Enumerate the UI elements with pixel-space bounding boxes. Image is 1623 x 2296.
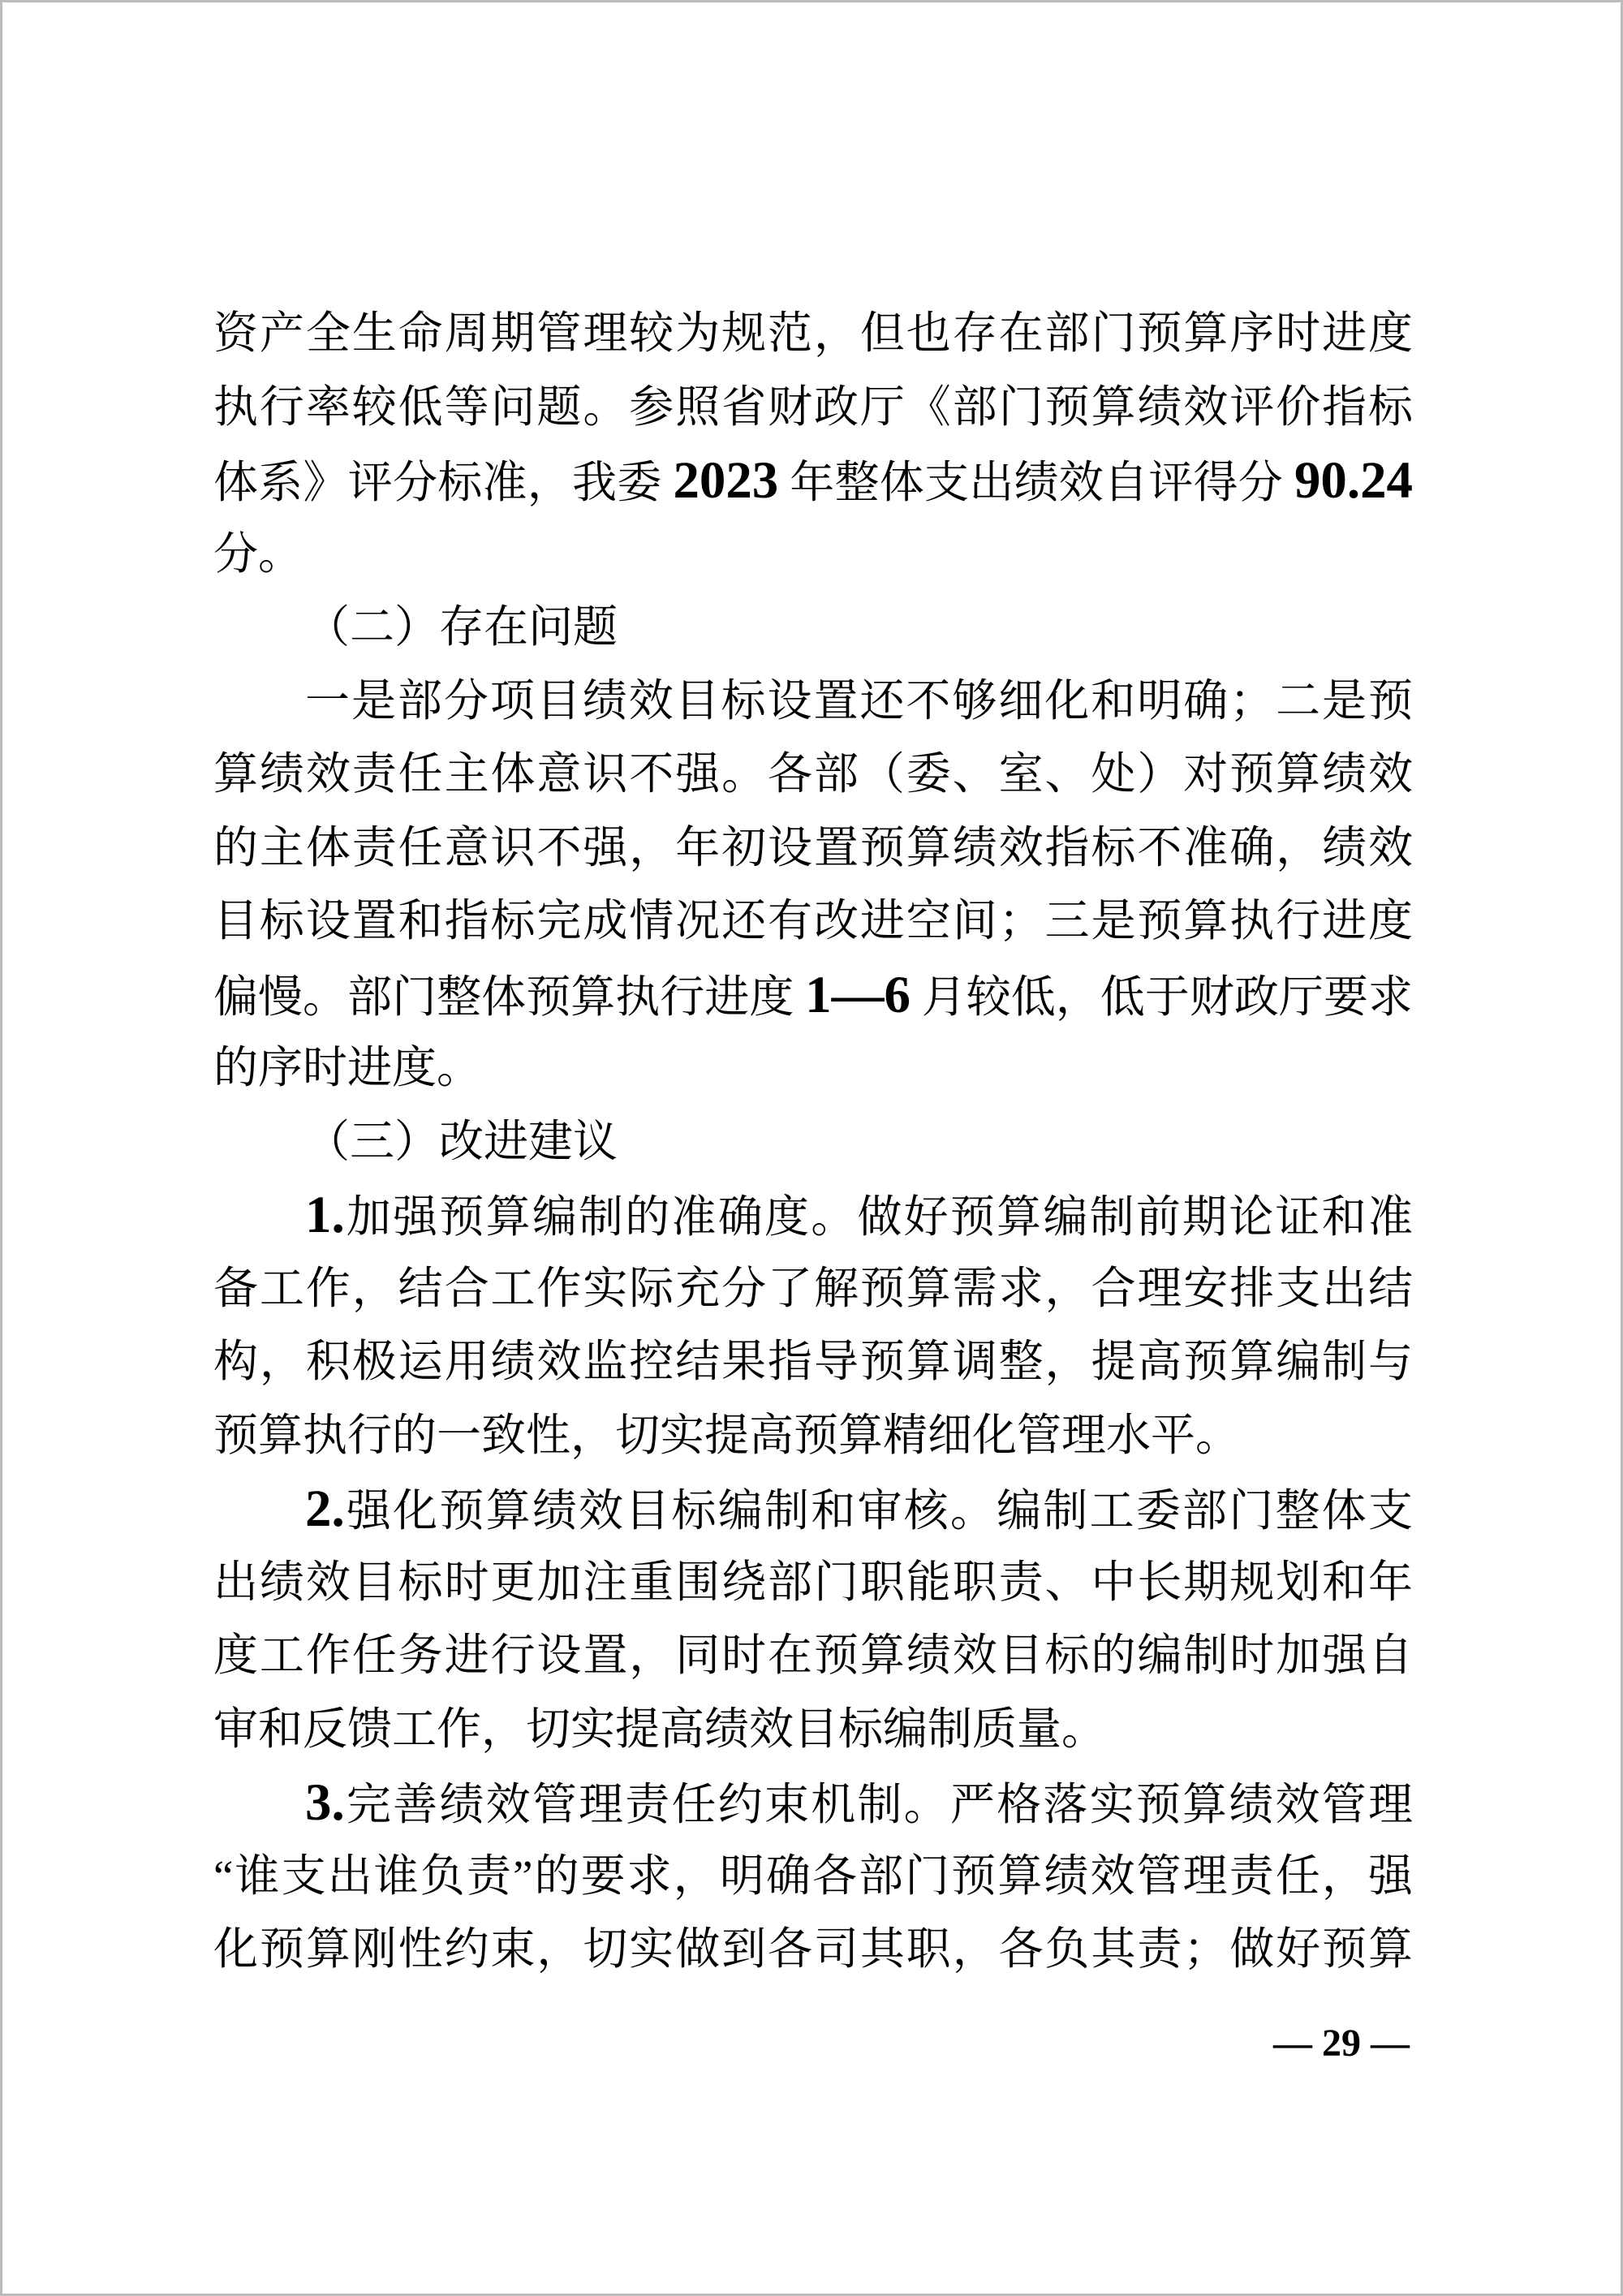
text-line: 构，积极运用绩效监控结果指导预算调整，提高预算编制与 <box>213 1337 1413 1386</box>
text-line: 算绩效责任主体意识不强。各部（委、室、处）对预算绩效 <box>213 749 1413 799</box>
text-line: 一是部分项目绩效目标设置还不够细化和明确；二是预 <box>305 675 1413 726</box>
section-heading-2: （二）存在问题 <box>305 602 618 652</box>
bold-number: 2023 <box>673 451 779 510</box>
text-line: 的主体责任意识不强，年初设置预算绩效指标不准确，绩效 <box>213 822 1413 872</box>
text-line: 2.强化预算绩效目标编制和审核。编制工委部门整体支 <box>305 1480 1413 1538</box>
text-line: 执行率较低等问题。参照省财政厅《部门预算绩效评价指标 <box>213 381 1413 432</box>
text-line: “谁支出谁负责”的要求，明确各部门预算绩效管理责任，强 <box>213 1850 1413 1901</box>
text-line: 化预算刚性约束，切实做到各司其职，各负其责；做好预算 <box>213 1924 1413 1974</box>
page-number <box>1273 2014 1410 2074</box>
text-line: 预算执行的一致性，切实提高预算精细化管理水平。 <box>213 1410 1241 1460</box>
document-body <box>213 297 1413 1987</box>
section-heading-3: （三）改进建议 <box>305 1116 618 1166</box>
text-line: 资产全生命周期管理较为规范，但也存在部门预算序时进度 <box>213 308 1413 358</box>
text-line: 审和反馈工作，切实提高绩效目标编制质量。 <box>213 1704 1107 1754</box>
bold-number: 90.24 <box>1294 451 1413 510</box>
text-line: 3.完善绩效管理责任约束机制。严格落实预算绩效管理 <box>305 1773 1413 1832</box>
bold-number: 1—6 <box>805 965 911 1024</box>
text-line: 度工作任务进行设置，同时在预算绩效目标的编制时加强自 <box>213 1630 1413 1680</box>
text-line: 1.加强预算编制的准确度。做好预算编制前期论证和准 <box>305 1186 1413 1244</box>
bold-number: 1. <box>305 1186 345 1244</box>
text-line: 体系》评分标准，我委 2023 年整体支出绩效自评得分 90.24 <box>213 451 1413 510</box>
text-line: 出绩效目标时更加注重围绕部门职能职责、中长期规划和年 <box>213 1557 1413 1607</box>
text-line: 备工作，结合工作实际充分了解预算需求，合理安排支出结 <box>213 1263 1413 1313</box>
bold-number: 2. <box>305 1480 345 1538</box>
bold-number: 3. <box>305 1773 345 1832</box>
text-line: 偏慢。部门整体预算执行进度 1—6 月较低，低于财政厅要求 <box>213 965 1413 1024</box>
text-line: 分。 <box>213 528 304 579</box>
text-line: 的序时进度。 <box>213 1043 482 1092</box>
page-number-text: — 29 — <box>1273 2022 1410 2065</box>
text-line: 目标设置和指标完成情况还有改进空间；三是预算执行进度 <box>213 896 1413 946</box>
